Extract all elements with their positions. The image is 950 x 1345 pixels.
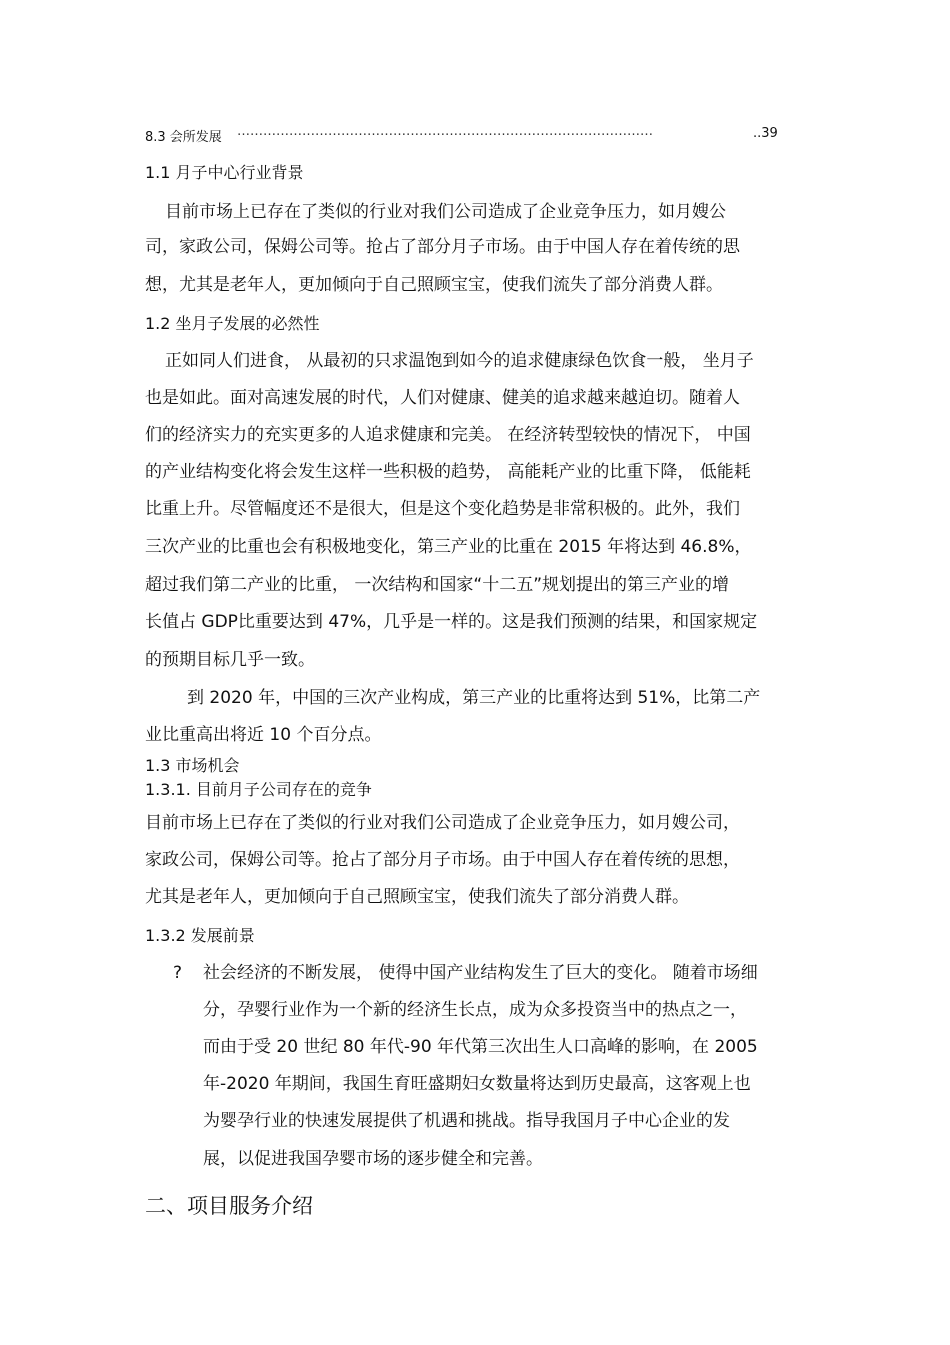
bullet-text-line: 分，孕婴行业作为一个新的经济生长点，成为众多投资当中的热点之一，: [203, 1000, 747, 1020]
paragraph-line: 超过我们第二产业的比重， 一次结构和国家“十二五”规划提出的第三产业的增: [145, 575, 730, 595]
paragraph-line: 目前市场上已存在了类似的行业对我们公司造成了企业竞争压力，如月嫂公司，: [145, 813, 740, 833]
toc-label: 8.3 会所发展: [145, 130, 222, 145]
bullet-marker: ?: [173, 963, 183, 983]
paragraph-line: 的预期目标几乎一致。: [145, 650, 315, 670]
section-heading-1-1: 1.1 月子中心行业背景: [145, 163, 304, 182]
bullet-text-line: 为婴孕行业的快速发展提供了机遇和挑战。指导我国月子中心企业的发: [203, 1111, 730, 1131]
bullet-text-line: 展，以促进我国孕婴市场的逐步健全和完善。: [203, 1149, 543, 1169]
paragraph-line: 的产业结构变化将会发生这样一些积极的趋势， 高能耗产业的比重下降， 低能耗: [145, 462, 751, 482]
paragraph-line: 业比重高出将近 10 个百分点。: [145, 725, 382, 745]
section-heading-1-3: 1.3 市场机会: [145, 756, 240, 775]
paragraph-line: 们的经济实力的充实更多的人追求健康和完美。 在经济转型较快的情况下， 中国: [145, 425, 751, 445]
section-heading-1-2: 1.2 坐月子发展的必然性: [145, 314, 320, 333]
paragraph-line: 尤其是老年人，更加倾向于自己照顾宝宝，使我们流失了部分消费人群。: [145, 887, 689, 907]
toc-page-number: ..39: [753, 126, 778, 141]
section-heading-2: 二、项目服务介绍: [145, 1194, 313, 1218]
paragraph-line: 三次产业的比重也会有积极地变化，第三产业的比重在 2015 年将达到 46.8%，: [145, 537, 752, 557]
paragraph-line: 长值占 GDP比重要达到 47%，几乎是一样的。这是我们预测的结果，和国家规定: [145, 612, 758, 632]
subsection-heading-1-3-1: 1.3.1. 目前月子公司存在的竞争: [145, 780, 372, 799]
paragraph-line: 正如同人们进食， 从最初的只求温饱到如今的追求健康绿色饮食一般， 坐月子: [165, 351, 754, 371]
paragraph-line: 家政公司，保姆公司等。抢占了部分月子市场。由于中国人存在着传统的思想，: [145, 850, 740, 870]
bullet-text-line: 而由于受 20 世纪 80 年代-90 年代第三次出生人口高峰的影响，在 2005: [203, 1037, 758, 1057]
bullet-text-line: 年-2020 年期间，我国生育旺盛期妇女数量将达到历史最高，这客观上也: [203, 1074, 751, 1094]
subsection-heading-1-3-2: 1.3.2 发展前景: [145, 926, 255, 945]
paragraph-line: 到 2020 年，中国的三次产业构成，第三产业的比重将达到 51%，比第二产: [187, 688, 761, 708]
paragraph-line: 也是如此。面对高速发展的时代，人们对健康、健美的追求越来越迫切。随着人: [145, 388, 740, 408]
paragraph-line: 比重上升。尽管幅度还不是很大，但是这个变化趋势是非常积极的。此外，我们: [145, 499, 740, 519]
bullet-text-line: 社会经济的不断发展， 使得中国产业结构发生了巨大的变化。 随着市场细: [203, 963, 758, 983]
paragraph-line: 想，尤其是老年人，更加倾向于自己照顾宝宝，使我们流失了部分消费人群。: [145, 275, 723, 295]
toc-leader-dots: ……………………………………………………………………………………: [237, 124, 653, 139]
paragraph-line: 司，家政公司，保姆公司等。抢占了部分月子市场。由于中国人存在着传统的思: [145, 237, 740, 257]
toc-entry: [145, 126, 785, 146]
paragraph-line: 目前市场上已存在了类似的行业对我们公司造成了企业竞争压力，如月嫂公: [165, 202, 726, 222]
